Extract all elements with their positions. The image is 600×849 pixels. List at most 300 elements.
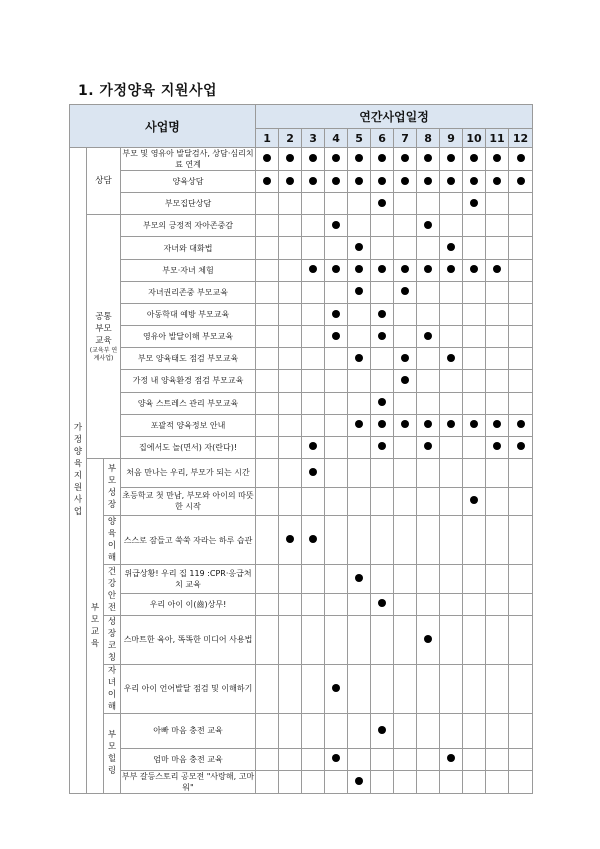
month-cell-8 — [417, 770, 440, 793]
table-row — [70, 713, 533, 748]
month-cell-9 — [440, 565, 463, 594]
month-cell-1 — [256, 171, 279, 193]
month-header-6: 6 — [371, 129, 394, 148]
scheduled-dot-icon — [355, 777, 363, 785]
month-cell-1 — [256, 414, 279, 436]
program-name-cell — [121, 148, 256, 171]
month-cell-4 — [325, 237, 348, 259]
page-title: 1. 가정양육 지원사업 — [78, 83, 217, 99]
program-name: 처음 만나는 우리, 부모가 되는 시간 — [126, 468, 250, 478]
month-cell-10 — [463, 459, 486, 488]
table-row — [70, 414, 533, 436]
month-cell-6 — [371, 237, 394, 259]
annual-schedule-header: 연간사업일정 — [256, 105, 533, 129]
scheduled-dot-icon — [447, 420, 455, 428]
month-cell-3 — [302, 392, 325, 414]
scheduled-dot-icon — [424, 442, 432, 450]
month-cell-12 — [509, 392, 533, 414]
month-cell-10 — [463, 593, 486, 615]
scheduled-dot-icon — [309, 265, 317, 273]
scheduled-dot-icon — [424, 420, 432, 428]
month-cell-11 — [486, 615, 509, 664]
month-cell-12 — [509, 615, 533, 664]
scheduled-dot-icon — [355, 574, 363, 582]
table-row — [70, 370, 533, 392]
month-header-3: 3 — [302, 129, 325, 148]
scheduled-dot-icon — [447, 154, 455, 162]
month-cell-4 — [325, 770, 348, 793]
program-name-cell — [121, 664, 256, 713]
program-name: 양육상담 — [172, 177, 204, 187]
month-cell-3 — [302, 326, 325, 348]
month-cell-2 — [279, 748, 302, 770]
scheduled-dot-icon — [355, 265, 363, 273]
month-cell-1 — [256, 392, 279, 414]
month-cell-3 — [302, 193, 325, 215]
month-cell-4 — [325, 281, 348, 303]
month-cell-8 — [417, 237, 440, 259]
month-cell-2 — [279, 326, 302, 348]
month-header-7: 7 — [394, 129, 417, 148]
group-l3-jaenyeo — [104, 664, 121, 713]
month-cell-7 — [394, 713, 417, 748]
month-cell-4 — [325, 664, 348, 713]
program-name: 부모의 긍정적 자아존중감 — [142, 221, 234, 231]
table-row — [70, 193, 533, 215]
month-cell-1 — [256, 770, 279, 793]
month-cell-12 — [509, 770, 533, 793]
month-cell-12 — [509, 593, 533, 615]
month-cell-3 — [302, 565, 325, 594]
table-row — [70, 148, 533, 171]
month-cell-9 — [440, 459, 463, 488]
month-cell-3 — [302, 303, 325, 325]
month-cell-3 — [302, 487, 325, 516]
scheduled-dot-icon — [332, 265, 340, 273]
month-cell-8 — [417, 171, 440, 193]
month-cell-1 — [256, 487, 279, 516]
month-cell-1 — [256, 664, 279, 713]
month-cell-5 — [348, 259, 371, 281]
month-cell-5 — [348, 303, 371, 325]
month-cell-7 — [394, 664, 417, 713]
scheduled-dot-icon — [470, 265, 478, 273]
month-cell-4 — [325, 565, 348, 594]
month-cell-9 — [440, 237, 463, 259]
month-cell-6 — [371, 171, 394, 193]
schedule-body — [70, 148, 533, 794]
month-cell-10 — [463, 487, 486, 516]
month-cell-11 — [486, 281, 509, 303]
table-row — [70, 770, 533, 793]
scheduled-dot-icon — [378, 442, 386, 450]
month-cell-1 — [256, 148, 279, 171]
month-cell-3 — [302, 281, 325, 303]
program-name: 집에서도 놀(면서) 자(란다)! — [138, 442, 238, 452]
month-cell-4 — [325, 148, 348, 171]
month-cell-7 — [394, 237, 417, 259]
table-row — [70, 259, 533, 281]
table-row — [70, 303, 533, 325]
month-header-2: 2 — [279, 129, 302, 148]
program-name: 우리 아이 이(齒)상무! — [149, 599, 227, 609]
month-cell-1 — [256, 259, 279, 281]
scheduled-dot-icon — [378, 398, 386, 406]
month-cell-6 — [371, 148, 394, 171]
month-cell-6 — [371, 281, 394, 303]
scheduled-dot-icon — [493, 154, 501, 162]
program-name-cell — [121, 348, 256, 370]
month-cell-8 — [417, 303, 440, 325]
month-cell-3 — [302, 171, 325, 193]
month-cell-1 — [256, 713, 279, 748]
month-cell-10 — [463, 770, 486, 793]
scheduled-dot-icon — [332, 221, 340, 229]
month-cell-8 — [417, 615, 440, 664]
month-cell-7 — [394, 487, 417, 516]
table-row — [70, 281, 533, 303]
month-cell-7 — [394, 215, 417, 237]
month-header-4: 4 — [325, 129, 348, 148]
month-cell-4 — [325, 303, 348, 325]
program-name-cell — [121, 713, 256, 748]
scheduled-dot-icon — [401, 376, 409, 384]
scheduled-dot-icon — [309, 442, 317, 450]
month-cell-3 — [302, 436, 325, 458]
month-cell-10 — [463, 565, 486, 594]
group-l2-sangdam — [87, 148, 121, 215]
month-cell-10 — [463, 713, 486, 748]
month-cell-5 — [348, 148, 371, 171]
scheduled-dot-icon — [401, 354, 409, 362]
scheduled-dot-icon — [517, 177, 525, 185]
group-label: 부모교육 — [90, 602, 100, 649]
month-cell-5 — [348, 770, 371, 793]
scheduled-dot-icon — [424, 332, 432, 340]
month-cell-7 — [394, 392, 417, 414]
month-cell-12 — [509, 348, 533, 370]
month-cell-6 — [371, 615, 394, 664]
month-cell-12 — [509, 237, 533, 259]
month-cell-2 — [279, 237, 302, 259]
month-cell-11 — [486, 516, 509, 565]
month-header-11: 11 — [486, 129, 509, 148]
month-cell-4 — [325, 436, 348, 458]
scheduled-dot-icon — [493, 177, 501, 185]
month-cell-9 — [440, 193, 463, 215]
month-cell-3 — [302, 748, 325, 770]
scheduled-dot-icon — [447, 754, 455, 762]
month-cell-2 — [279, 593, 302, 615]
group-l3-anjeon — [104, 565, 121, 616]
scheduled-dot-icon — [424, 265, 432, 273]
month-cell-6 — [371, 436, 394, 458]
table-row — [70, 237, 533, 259]
scheduled-dot-icon — [447, 243, 455, 251]
program-name: 엄마 마음 충전 교육 — [153, 754, 223, 764]
program-name: 부모 양육태도 점검 부모교육 — [137, 354, 239, 364]
program-name-cell — [121, 748, 256, 770]
month-cell-12 — [509, 281, 533, 303]
month-cell-2 — [279, 193, 302, 215]
month-cell-12 — [509, 664, 533, 713]
month-cell-7 — [394, 148, 417, 171]
scheduled-dot-icon — [309, 177, 317, 185]
month-cell-8 — [417, 664, 440, 713]
month-cell-6 — [371, 215, 394, 237]
month-cell-9 — [440, 436, 463, 458]
scheduled-dot-icon — [470, 177, 478, 185]
month-cell-11 — [486, 459, 509, 488]
month-cell-4 — [325, 713, 348, 748]
group-label: 가정양육 지원사업 — [73, 423, 83, 518]
scheduled-dot-icon — [332, 177, 340, 185]
group-label: 부모 성장 — [107, 464, 117, 511]
month-cell-12 — [509, 748, 533, 770]
month-cell-5 — [348, 615, 371, 664]
month-cell-8 — [417, 459, 440, 488]
month-cell-9 — [440, 392, 463, 414]
scheduled-dot-icon — [470, 154, 478, 162]
month-cell-6 — [371, 593, 394, 615]
scheduled-dot-icon — [355, 177, 363, 185]
month-cell-7 — [394, 171, 417, 193]
scheduled-dot-icon — [263, 177, 271, 185]
group-l2-bumo — [87, 459, 104, 794]
month-cell-6 — [371, 370, 394, 392]
table-row — [70, 748, 533, 770]
month-cell-11 — [486, 171, 509, 193]
month-cell-5 — [348, 237, 371, 259]
month-cell-6 — [371, 193, 394, 215]
scheduled-dot-icon — [447, 265, 455, 273]
month-cell-4 — [325, 414, 348, 436]
month-cell-3 — [302, 516, 325, 565]
program-name: 스마트한 육아, 똑똑한 미디어 사용법 — [123, 635, 253, 645]
group-label: 성장 코칭 — [107, 616, 117, 663]
month-cell-2 — [279, 303, 302, 325]
month-cell-2 — [279, 664, 302, 713]
scheduled-dot-icon — [470, 496, 478, 504]
month-cell-11 — [486, 748, 509, 770]
month-cell-1 — [256, 326, 279, 348]
month-cell-7 — [394, 565, 417, 594]
month-cell-10 — [463, 664, 486, 713]
scheduled-dot-icon — [378, 177, 386, 185]
month-cell-5 — [348, 171, 371, 193]
month-cell-1 — [256, 303, 279, 325]
month-cell-8 — [417, 414, 440, 436]
scheduled-dot-icon — [378, 726, 386, 734]
month-cell-5 — [348, 193, 371, 215]
month-cell-12 — [509, 259, 533, 281]
month-cell-11 — [486, 392, 509, 414]
month-cell-3 — [302, 370, 325, 392]
month-cell-2 — [279, 516, 302, 565]
month-cell-7 — [394, 459, 417, 488]
program-name-cell — [121, 414, 256, 436]
month-cell-3 — [302, 770, 325, 793]
group-l3-coaching — [104, 615, 121, 664]
month-cell-10 — [463, 748, 486, 770]
month-cell-2 — [279, 171, 302, 193]
month-cell-7 — [394, 348, 417, 370]
month-header-1: 1 — [256, 129, 279, 148]
table-row — [70, 392, 533, 414]
program-name-cell — [121, 303, 256, 325]
month-cell-3 — [302, 215, 325, 237]
month-cell-5 — [348, 748, 371, 770]
month-cell-10 — [463, 237, 486, 259]
month-header-12: 12 — [509, 129, 533, 148]
table-row — [70, 664, 533, 713]
month-cell-1 — [256, 215, 279, 237]
month-header-9: 9 — [440, 129, 463, 148]
month-cell-5 — [348, 664, 371, 713]
scheduled-dot-icon — [309, 154, 317, 162]
month-cell-12 — [509, 148, 533, 171]
scheduled-dot-icon — [517, 420, 525, 428]
scheduled-dot-icon — [378, 199, 386, 207]
month-cell-1 — [256, 436, 279, 458]
month-cell-6 — [371, 487, 394, 516]
month-cell-7 — [394, 436, 417, 458]
scheduled-dot-icon — [309, 468, 317, 476]
scheduled-dot-icon — [424, 635, 432, 643]
month-cell-5 — [348, 414, 371, 436]
program-name-cell — [121, 171, 256, 193]
month-cell-7 — [394, 770, 417, 793]
table-row — [70, 593, 533, 615]
month-cell-9 — [440, 148, 463, 171]
month-cell-7 — [394, 615, 417, 664]
month-cell-10 — [463, 171, 486, 193]
month-cell-5 — [348, 326, 371, 348]
month-cell-1 — [256, 593, 279, 615]
month-cell-11 — [486, 215, 509, 237]
month-cell-1 — [256, 565, 279, 594]
scheduled-dot-icon — [493, 420, 501, 428]
month-cell-2 — [279, 770, 302, 793]
group-label: 자녀 이해 — [107, 665, 117, 712]
program-name-cell — [121, 237, 256, 259]
table-row — [70, 326, 533, 348]
scheduled-dot-icon — [447, 177, 455, 185]
program-name-cell — [121, 770, 256, 793]
month-cell-6 — [371, 392, 394, 414]
program-name: 부모 및 영유아 발달검사, 상담·심리치료 연계 — [122, 149, 254, 169]
month-cell-6 — [371, 326, 394, 348]
month-cell-10 — [463, 215, 486, 237]
table-row — [70, 171, 533, 193]
month-cell-9 — [440, 259, 463, 281]
program-name: 우리 아이 언어발달 점검 및 이해하기 — [123, 684, 253, 694]
program-name-cell — [121, 593, 256, 615]
month-cell-10 — [463, 516, 486, 565]
scheduled-dot-icon — [401, 265, 409, 273]
scheduled-dot-icon — [332, 332, 340, 340]
month-cell-5 — [348, 370, 371, 392]
month-cell-4 — [325, 215, 348, 237]
month-cell-4 — [325, 593, 348, 615]
month-cell-11 — [486, 593, 509, 615]
group-label: 양육 이해 — [107, 517, 117, 564]
month-cell-9 — [440, 615, 463, 664]
month-cell-8 — [417, 436, 440, 458]
month-cell-8 — [417, 193, 440, 215]
month-cell-6 — [371, 303, 394, 325]
scheduled-dot-icon — [470, 420, 478, 428]
program-name: 초등학교 첫 만남, 부모와 아이의 따뜻한 시작 — [122, 491, 254, 512]
month-cell-11 — [486, 664, 509, 713]
month-cell-3 — [302, 348, 325, 370]
month-cell-9 — [440, 713, 463, 748]
month-cell-3 — [302, 414, 325, 436]
month-cell-4 — [325, 326, 348, 348]
group-label: 부모 힐링 — [107, 730, 117, 777]
scheduled-dot-icon — [401, 420, 409, 428]
month-cell-10 — [463, 259, 486, 281]
month-cell-5 — [348, 215, 371, 237]
month-cell-10 — [463, 148, 486, 171]
month-cell-9 — [440, 348, 463, 370]
month-cell-5 — [348, 392, 371, 414]
month-cell-11 — [486, 436, 509, 458]
month-header-10: 10 — [463, 129, 486, 148]
month-cell-12 — [509, 487, 533, 516]
month-cell-2 — [279, 615, 302, 664]
month-cell-9 — [440, 593, 463, 615]
month-cell-10 — [463, 392, 486, 414]
scheduled-dot-icon — [470, 199, 478, 207]
month-cell-7 — [394, 370, 417, 392]
table-row — [70, 615, 533, 664]
month-cell-8 — [417, 713, 440, 748]
month-cell-8 — [417, 148, 440, 171]
scheduled-dot-icon — [332, 154, 340, 162]
program-name-cell — [121, 459, 256, 488]
table-row — [70, 348, 533, 370]
month-cell-6 — [371, 770, 394, 793]
program-name-cell — [121, 370, 256, 392]
month-cell-6 — [371, 414, 394, 436]
month-cell-12 — [509, 713, 533, 748]
month-cell-2 — [279, 348, 302, 370]
scheduled-dot-icon — [378, 420, 386, 428]
group-label: 공통 부모 교육 — [95, 311, 112, 346]
month-cell-5 — [348, 713, 371, 748]
program-name-cell — [121, 259, 256, 281]
scheduled-dot-icon — [424, 221, 432, 229]
month-cell-9 — [440, 664, 463, 713]
month-cell-10 — [463, 326, 486, 348]
month-cell-4 — [325, 193, 348, 215]
month-cell-2 — [279, 459, 302, 488]
annual-schedule-table — [69, 104, 533, 794]
month-cell-7 — [394, 281, 417, 303]
month-cell-2 — [279, 281, 302, 303]
month-cell-10 — [463, 615, 486, 664]
program-name: 아빠 마음 충전 교육 — [153, 726, 223, 736]
month-cell-10 — [463, 348, 486, 370]
month-cell-9 — [440, 748, 463, 770]
scheduled-dot-icon — [378, 599, 386, 607]
month-cell-7 — [394, 326, 417, 348]
program-name: 위급상황! 우리 집 119 :CPR·응급처치 교육 — [124, 568, 252, 589]
scheduled-dot-icon — [517, 442, 525, 450]
month-cell-7 — [394, 748, 417, 770]
month-cell-10 — [463, 370, 486, 392]
